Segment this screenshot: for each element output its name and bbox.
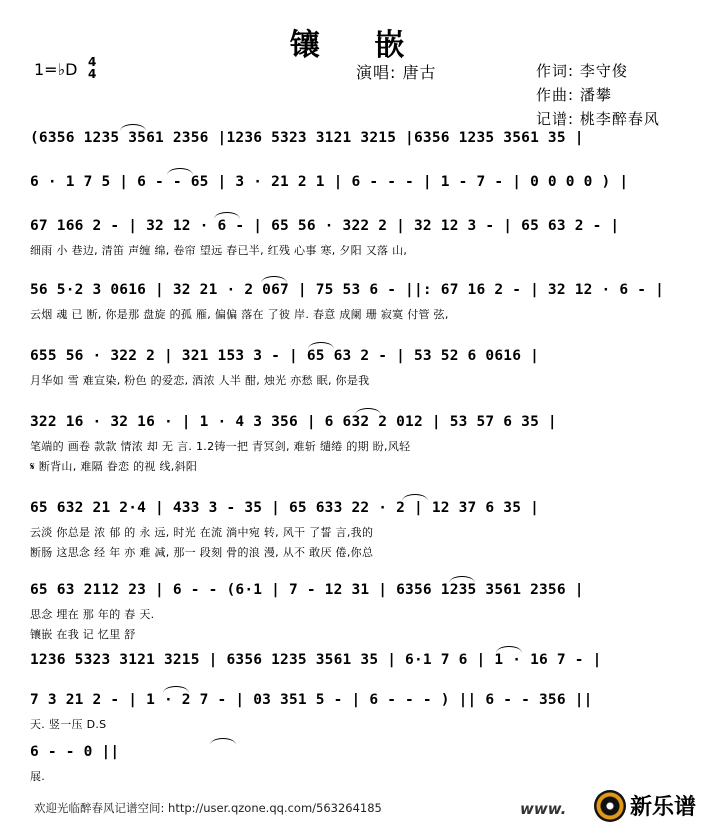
notation-row: 655 56 · 322 2 | 321 153 3 - | 65 63 2 - | 53 52 6 0616 |	[30, 348, 539, 364]
time-signature	[88, 56, 96, 80]
notation-row: 6 - - 0 ||	[30, 744, 120, 760]
slur-arc	[210, 738, 236, 745]
notation-row: 65 632 21 2·4 | 433 3 - 35 | 65 633 22 · 2 | 12 37 6 35 |	[30, 500, 539, 516]
notation-row: 65 63 2112 23 | 6 - - (6·1 | 7 - 12 31 | 6356 1235 3561 2356 |	[30, 582, 584, 598]
slur-arc	[167, 168, 193, 175]
slur-arc	[496, 646, 522, 653]
logo-text: 新乐谱	[630, 795, 697, 820]
slur-arc	[308, 342, 334, 349]
slur-arc	[402, 494, 428, 501]
notation-row: 6 · 1 7 5 | 6 - - 65 | 3 · 21 2 1 | 6 - - - | 1 - 7 - | 0 0 0 0 ) |	[30, 174, 629, 190]
slur-arc	[261, 276, 287, 283]
notation-row: (6356 1235 3561 2356 |1236 5323 3121 3215 |6356 1235 3561 35 |	[30, 130, 584, 146]
lyric-line: 月华如 雪 难宣染, 粉色 的爱恋, 酒浓 人半 酣, 烛光 亦愁 眠, 你是我	[30, 374, 370, 387]
transcriber: 记谱: 桃李醉春风	[536, 110, 660, 128]
notation-row: 7 3 21 2 - | 1 · 2 7 - | 03 351 5 - | 6 - - - ) || 6 - - 356 ||	[30, 692, 593, 708]
key-signature: 1=♭D	[34, 60, 78, 79]
lyric-line: 断肠 这思念 经 年 亦 难 减, 那一 段刻 骨的浪 漫, 从不 敢厌 倦,你总	[30, 546, 374, 559]
logo	[590, 786, 710, 824]
composer: 作曲: 潘攀	[536, 86, 612, 104]
notation-row: 56 5·2 3 0616 | 32 21 · 2 067 | 75 53 6 - ||: 67 16 2 - | 32 12 · 6 - |	[30, 282, 665, 298]
lyricist: 作词: 李守俊	[536, 62, 628, 80]
slur-arc	[163, 686, 189, 693]
slur-arc	[449, 576, 475, 583]
notation-row: 322 16 · 32 16 · | 1 · 4 3 356 | 6 632 2 012 | 53 57 6 35 |	[30, 414, 557, 430]
lyric-line: 笔端的 画卷 款款 情浓 却 无 言. 1.2铸一把 青冥剑, 难斩 缱绻 的期 盼,风轻	[30, 440, 411, 453]
lyric-line: 细雨 小 巷边, 清笛 声缠 绵, 卷帘 望远 春已半, 红残 心事 寒, 夕阳 又落 山,	[30, 244, 408, 257]
slur-arc	[120, 124, 146, 131]
lyric-line: 云烟 魂 已 断, 你是那 盘旋 的孤 雁, 偏偏 落在 了彼 岸. 春意 成阑 珊 寂寞 付管 弦,	[30, 308, 449, 321]
site-link[interactable]: www.	[520, 800, 567, 818]
footer-text: 欢迎光临醉春风记谱空间: http://user.qzone.qq.com/563264185	[34, 801, 382, 815]
lyric-line: 镶嵌 在我 记 忆里 舒	[30, 628, 136, 641]
notation-row: 67 166 2 - | 32 12 · 6 - | 65 56 · 322 2 | 32 12 3 - | 65 63 2 - |	[30, 218, 620, 234]
singer: 演唱: 唐古	[356, 63, 437, 82]
lyric-line: 展.	[30, 770, 46, 783]
time-signature-top: 4	[88, 55, 97, 69]
slur-arc	[214, 212, 240, 219]
record-disc-icon	[594, 790, 626, 822]
notation-row: 1236 5323 3121 3215 | 6356 1235 3561 35 | 6·1 7 6 | 1 · 16 7 - |	[30, 652, 602, 668]
song-title: 镶 嵌	[289, 28, 427, 63]
time-signature-bottom: 4	[88, 67, 97, 81]
lyric-line: 思念 埋在 那 年的 春 天.	[30, 608, 155, 621]
lyric-line: 𝄋 断背山, 难隔 眷恋 的视 线,斜阳	[30, 460, 198, 473]
lyric-line: 云淡 你总是 浓 郁 的 永 远, 时光 在流 淌中宛 转, 风干 了誓 言,我的	[30, 526, 374, 539]
lyric-line: 天. 竖一压 D.S	[30, 718, 107, 731]
slur-arc	[355, 408, 381, 415]
